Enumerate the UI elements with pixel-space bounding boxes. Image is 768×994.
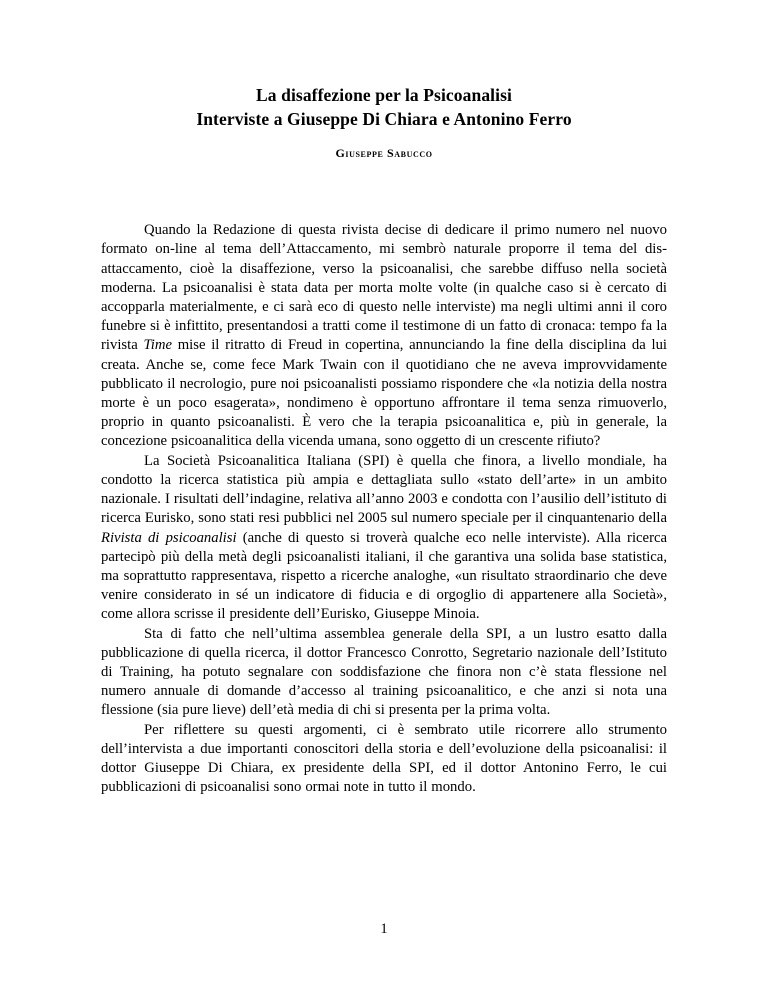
document-title-line2: Interviste a Giuseppe Di Chiara e Antonino Ferro [196, 108, 572, 129]
italic-text-run: Rivista di psicoanalisi [101, 529, 237, 546]
paragraph [101, 721, 667, 798]
document-title [101, 84, 667, 131]
paragraph [101, 625, 667, 721]
italic-text-run: Time [143, 337, 173, 354]
text-run: Per riflettere su questi argomenti, ci è sembrato utile ricorrere allo strumento dell’intervista a due importanti conoscitori della storia e dell’evoluzione della psicoanalisi: il dottor Giuseppe Di Chiara, ex presidente della SPI, ed il dottor Antonino Ferro, le cui pubblicazioni di psicoanalisi sono ormai note in tutto il mondo. [101, 721, 667, 796]
text-run: (anche di questo si troverà qualche eco nelle interviste). Alla ricerca partecipò più della metà degli psicoanalisti italiani, il che garantiva una solida base statistica, ma soprattutto rappresentava, rispetto a ricerche analoghe, «un risultato straordinario che deve venire considerato in sé un indicatore di fiducia e di orgoglio di appartenere alla Società», come allora scrisse il presidente dell’Eurisko, Giuseppe Minoia. [101, 529, 667, 623]
text-run: La Società Psicoanalitica Italiana (SPI) è quella che finora, a livello mondiale, ha condotto la ricerca statistica più ampia e dettagliata sullo «stato dell’arte» in un ambito nazionale. I risultati dell’indagine, relativa all’anno 2003 e condotta con l’ausilio dell’istituto di ricerca Eurisko, sono stati resi pubblici nel 2005 sul numero speciale per il cinquantenario della [101, 452, 667, 527]
page-number: 1 [380, 921, 388, 937]
document-title-line1: La disaffezione per la Psicoanalisi [256, 85, 512, 105]
author-name: Giuseppe Sabucco [335, 146, 433, 161]
paragraph [101, 221, 667, 451]
title-block [101, 84, 667, 161]
text-run: Sta di fatto che nell’ultima assemblea generale della SPI, a un lustro esatto dalla pubblicazione di quella ricerca, il dottor Francesco Conrotto, Segretario nazionale dell’Istituto di Training, ha potuto segnalare con soddisfazione che finora non c’è stata flessione nel numero annuale di domande d’accesso al training psicoanalitico, e che anzi si nota una flessione (sia pure lieve) dell’età media di chi si presenta per la prima volta. [101, 625, 667, 719]
body-paragraphs [101, 221, 667, 797]
text-run: mise il ritratto di Freud in copertina, annunciando la fine della disciplina da lui creata. Anche se, come fece Mark Twain con il quotidiano che ne aveva improvvidamente pubblicato il necrologio, pure noi psicoanalisti possiamo rispondere che «la notizia della nostra morte è un poco esagerata», nondimeno è opportuno affrontare il tema senza rimuoverlo, proprio in quanto psicoanalisti. È vero che la terapia psicoanalitica e, più in generale, la concezione psicoanalitica della vicenda umana, sono oggetto di un crescente rifiuto? [101, 337, 668, 450]
text-run: Quando la Redazione di questa rivista decise di dedicare il primo numero nel nuovo formato on-line al tema dell’Attaccamento, mi sembrò naturale proporre il tema del dis-attaccamento, cioè la disaffezione, verso la psicoanalisi, che sarebbe diffuso nella società moderna. La psicoanalisi è stata data per morta molte volte (in qualche caso si è cercato di accopparla materialmente, e ci sarà eco di questo nelle interviste) ma negli ultimi anni il coro funebre si è infittito, presentandosi a tratti come il testimone di un fatto di cronaca: tempo fa la rivista [101, 222, 667, 354]
paragraph [101, 452, 667, 625]
